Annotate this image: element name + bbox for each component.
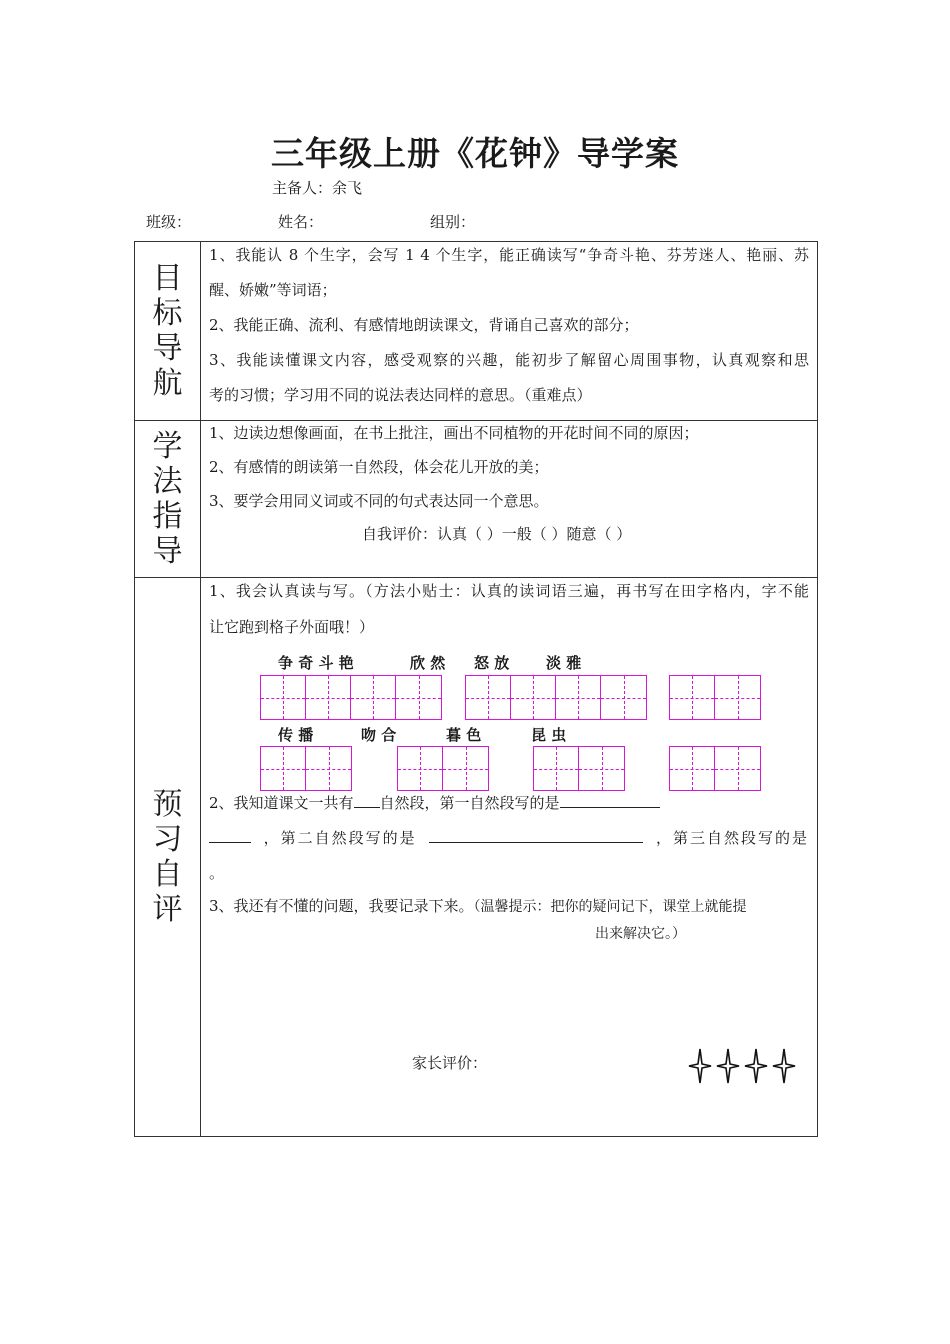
page-title: 三年级上册《花钟》导学案 <box>271 134 679 173</box>
task-3-tip: 出来解决它。） <box>595 926 686 942</box>
answer-blank[interactable] <box>209 826 251 843</box>
writing-grid[interactable] <box>669 746 761 791</box>
writing-grid[interactable] <box>533 746 625 791</box>
preview-task-3: 3、我还有不懂的问题，我要记录下来。（温馨提示：把你的疑问记下，课堂上就能提 <box>209 897 747 915</box>
parent-evaluation-label: 家长评价： <box>412 1054 488 1072</box>
preparer: 主备人：余飞 <box>272 179 363 197</box>
method-list <box>209 416 809 518</box>
star-icon[interactable] <box>716 1048 740 1084</box>
goal-item-3: 3、我能读懂课文内容，感受观察的兴趣，能初步了解留心周围事物，认真观察和思 考的习惯；学习用不同的说法表达同样的意思。（重难点） <box>209 351 809 404</box>
vocab-word: 淡 雅 <box>546 654 582 672</box>
writing-grid[interactable] <box>260 675 442 720</box>
star-icon[interactable] <box>688 1048 712 1084</box>
writing-grid[interactable] <box>397 746 489 791</box>
vocab-word: 昆 虫 <box>531 726 567 744</box>
section-label-methods: 学 法 指 导 <box>152 428 183 570</box>
self-evaluation: 自我评价：认真（ ）一般（ ）随意（ ） <box>362 525 632 543</box>
column-divider <box>200 241 201 1137</box>
vocab-word: 怒 放 <box>474 654 510 672</box>
group-label: 组别： <box>430 213 476 231</box>
section-label-preview: 预 习 自 评 <box>152 786 183 928</box>
star-icon[interactable] <box>744 1048 768 1084</box>
method-item-3: 3、要学会用同义词或不同的句式表达同一个意思。 <box>209 492 549 510</box>
section-label-goals: 目 标 导 航 <box>152 260 183 402</box>
star-icon[interactable] <box>772 1048 796 1084</box>
goal-item-1: 1、我能认 8 个生字，会写 1 4 个生字，能正确读写“争奇斗艳、芬芳迷人、艳丽、苏 醒、娇嫩”等词语； <box>209 246 809 299</box>
writing-grid[interactable] <box>669 675 761 720</box>
goal-item-2: 2、我能正确、流利、有感情地朗读课文，背诵自己喜欢的部分； <box>209 316 639 334</box>
answer-blank[interactable] <box>354 791 380 808</box>
writing-grid[interactable] <box>260 746 352 791</box>
method-item-1: 1、边读边想像画面，在书上批注，画出不同植物的开花时间不同的原因； <box>209 424 699 442</box>
answer-blank[interactable] <box>560 791 660 808</box>
name-label: 姓名： <box>278 213 324 231</box>
vocab-word: 传 播 <box>278 726 314 744</box>
writing-grid[interactable] <box>465 675 647 720</box>
vocab-word: 吻 合 <box>361 726 397 744</box>
preview-task-1: 1、我会认真读与写。（方法小贴士：认真的读词语三遍，再书写在田字格内，字不能 让它跑到格子外面哦！） <box>209 582 809 636</box>
class-label: 班级： <box>146 213 192 231</box>
vocab-word: 暮 色 <box>446 726 482 744</box>
rating-stars[interactable] <box>688 1048 796 1084</box>
vocab-word: 争 奇 斗 艳 <box>278 654 354 672</box>
answer-blank[interactable] <box>429 826 643 843</box>
preview-task-2: 2、我知道课文一共有 自然段，第一自然段写的是 ，第二自然段写的是 ，第三自然段写的是 。 <box>209 786 809 891</box>
method-item-2: 2、有感情的朗读第一自然段，体会花儿开放的美； <box>209 458 549 476</box>
vocab-word: 欣 然 <box>410 654 446 672</box>
